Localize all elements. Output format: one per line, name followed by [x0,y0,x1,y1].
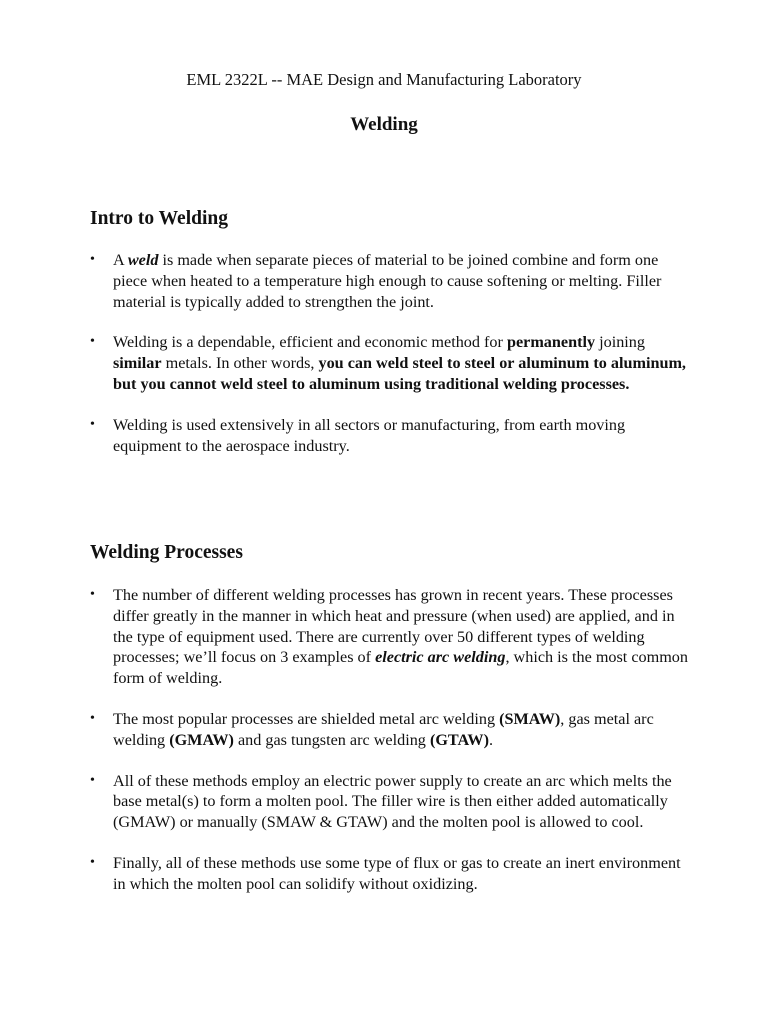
bullet-list-processes [90,585,690,895]
course-header: EML 2322L -- MAE Design and Manufacturing Laboratory [186,70,582,89]
text-run: Welding is a dependable, efficient and economic method for [113,333,507,352]
bullet-icon: • [90,587,95,602]
text-run: permanently [506,333,596,352]
text-run: (GMAW) [169,730,234,749]
bullet-text [113,416,625,455]
bullet-icon: • [90,334,95,350]
text-run: , which is the most common form of welding. [113,648,688,688]
text-run: , gas metal arc welding [113,709,654,749]
text-run: and gas tungsten arc welding [233,730,430,749]
text-run: weld [127,251,159,269]
text-run: you can weld steel to steel or aluminum to aluminum, but you cannot weld steel to aluminum using traditional welding processes. [113,354,686,393]
list-item [90,332,690,394]
text-run: joining [595,333,645,352]
bullet-text [113,586,688,687]
list-item [90,415,690,457]
text-run: . [489,730,494,749]
bullet-icon: • [90,710,95,726]
text-run: metals. In other words, [161,354,319,373]
text-run: Finally, all of these methods use some type of flux or gas to create an inert environment in which the molten pool can solidify without oxidizing. [113,853,681,893]
text-run: similar [113,354,162,373]
document-title: Welding [350,114,418,135]
text-run: electric arc welding [375,648,506,667]
text-run: All of these methods employ an electric power supply to create an arc which melts the base metal(s) to form a molten pool. The filler wire is then either added automatically (GMAW) or manually (SMAW & GTAW) and the molten pool is allowed to cool. [113,771,672,832]
text-run: A [113,251,128,269]
bullet-icon: • [90,416,95,432]
bullet-text [113,854,681,893]
bullet-text [113,251,661,311]
text-run: (GTAW) [429,730,489,749]
list-item [90,771,690,833]
list-item [90,585,690,689]
text-run: is made when separate pieces of material to be joined combine and form one piece when heated to a temperature high enough to cause softening or melting. Filler material is typically added to strengthen the joint. [113,251,662,311]
text-run: The most popular processes are shielded metal arc welding [113,709,500,728]
list-item [90,250,690,312]
list-item [90,709,690,751]
bullet-list-intro [90,250,690,456]
section-heading-processes: Welding Processes [90,542,243,563]
text-run: Welding is used extensively in all sectors or manufacturing, from earth moving equipment to the aerospace industry. [113,415,626,455]
list-item [90,853,690,895]
text-run: The number of different welding processes has grown in recent years. These processes differ greatly in the manner in which heat and pressure (when used) are applied, and in the type of equipment used. There are currently over 50 different types of welding processes; we’ll focus on 3 examples of [113,586,675,667]
bullet-text [113,710,654,749]
bullet-icon: • [90,252,95,267]
bullet-text [113,772,672,832]
text-run: (SMAW) [499,709,561,728]
bullet-text [113,333,686,393]
section-heading-intro: Intro to Welding [90,208,228,229]
bullet-icon: • [90,772,95,788]
bullet-icon: • [90,854,95,870]
